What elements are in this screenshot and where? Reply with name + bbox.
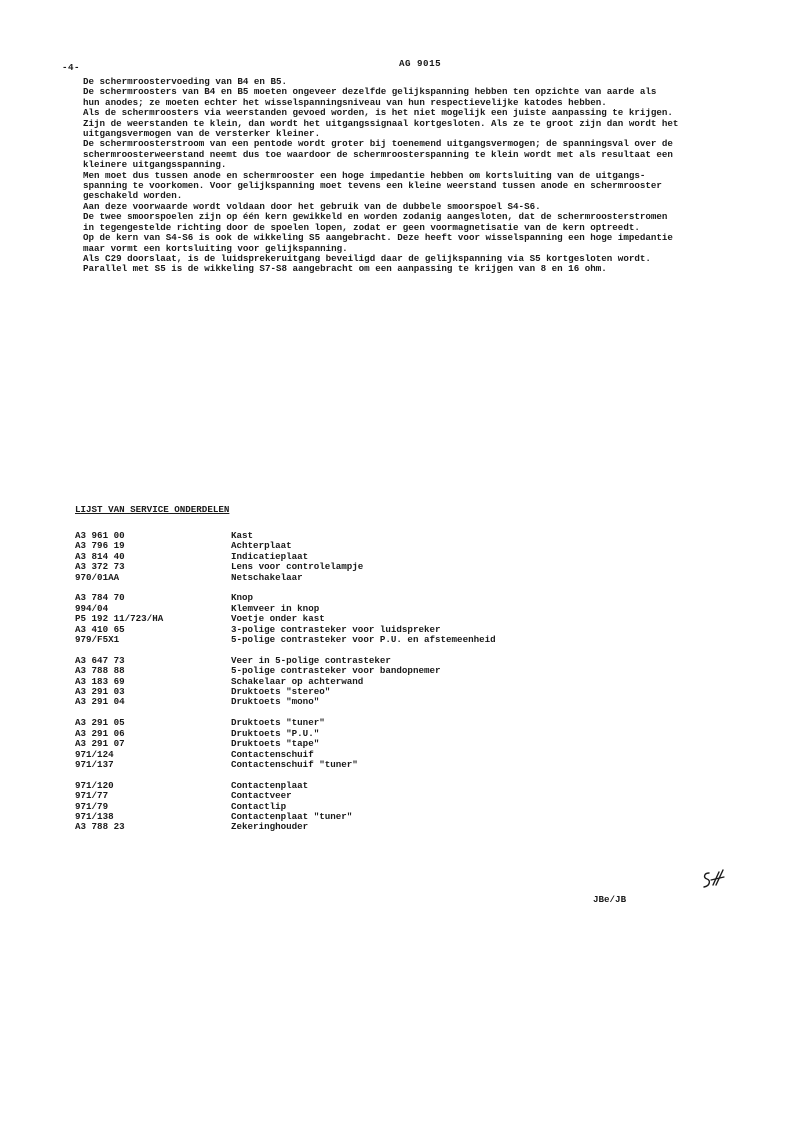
part-code: 971/77 bbox=[75, 790, 109, 802]
part-description: Contactveer bbox=[231, 790, 292, 802]
part-code: A3 961 00 bbox=[75, 530, 125, 541]
part-code: A3 372 73 bbox=[75, 561, 125, 573]
part-row bbox=[75, 677, 635, 687]
part-description: Lens voor controlelampje bbox=[231, 561, 364, 573]
part-row bbox=[75, 729, 635, 739]
part-row bbox=[75, 739, 635, 749]
part-description: Druktoets "stereo" bbox=[231, 686, 331, 698]
part-description: 5-polige contrasteker voor bandopnemer bbox=[231, 665, 441, 677]
document-code: AG 9015 bbox=[399, 58, 442, 69]
part-code: A3 291 05 bbox=[75, 717, 125, 729]
body-line: geschakeld worden. bbox=[83, 190, 183, 202]
part-description: Druktoets "tuner" bbox=[231, 717, 325, 729]
part-description: Druktoets "mono" bbox=[231, 696, 320, 708]
part-row bbox=[75, 531, 635, 541]
body-line: De schermroostervoeding van B4 en B5. bbox=[83, 76, 287, 87]
part-description: 5-polige contrasteker voor P.U. en afstemeenheid bbox=[231, 634, 496, 646]
body-line: Men moet dus tussen anode en schermrooster een hoge impedantie hebben om kortsluiting van de uitgangs- bbox=[83, 169, 646, 181]
part-code: P5 192 11/723/HA bbox=[75, 613, 164, 625]
body-line: maar vormt een kortsluiting voor gelijkspanning. bbox=[83, 242, 348, 254]
part-code: 970/01AA bbox=[75, 571, 120, 583]
part-description: Indicatieplaat bbox=[231, 550, 309, 562]
parts-list bbox=[75, 531, 635, 843]
part-row bbox=[75, 697, 635, 707]
part-row bbox=[75, 791, 635, 801]
part-code: 971/120 bbox=[75, 779, 114, 791]
body-line: hun anodes; ze moeten echter het wisselspanningsniveau van hun respectievelijke katodes hebben. bbox=[83, 96, 607, 108]
part-description: Contactenplaat bbox=[231, 779, 309, 791]
body-line: kleinere uitgangsspanning. bbox=[83, 159, 227, 171]
part-description: Veer in 5-polige contrasteker bbox=[231, 654, 391, 666]
page-number: -4- bbox=[62, 62, 81, 73]
part-code: A3 183 69 bbox=[75, 675, 125, 687]
part-code: A3 796 19 bbox=[75, 540, 125, 552]
body-line: Parallel met S5 is de wikkeling S7-S8 aangebracht om een aanpassing te krijgen van 8 en 16 ohm. bbox=[83, 263, 607, 275]
part-description: Contactlip bbox=[231, 800, 287, 812]
body-line: Als C29 doorslaat, is de luidsprekeruitgang beveiligd daar de gelijkspanning via S5 kortgesloten wordt. bbox=[83, 252, 651, 264]
part-code: A3 291 04 bbox=[75, 696, 125, 708]
part-code: A3 410 65 bbox=[75, 623, 125, 635]
part-row bbox=[75, 541, 635, 551]
body-line: Als de schermroosters via weerstanden gevoed worden, is het niet mogelijk een juiste aanpassing te krijgen. bbox=[83, 107, 673, 119]
part-code: A3 784 70 bbox=[75, 592, 125, 604]
part-description: Contactenplaat "tuner" bbox=[231, 810, 353, 822]
part-code: 979/F5X1 bbox=[75, 634, 120, 646]
part-description: 3-polige contrasteker voor luidspreker bbox=[231, 623, 441, 635]
body-line: De twee smoorspoelen zijn op één kern gewikkeld en worden zodanig aangesloten, dat de schermroosterstromen bbox=[83, 211, 668, 223]
part-code: 994/04 bbox=[75, 602, 109, 614]
body-line: spanning te voorkomen. Voor gelijkspanning moet tevens een kleine weerstand tussen anode en schermrooster bbox=[83, 180, 662, 192]
part-code: A3 788 88 bbox=[75, 665, 125, 677]
part-description: Voetje onder kast bbox=[231, 613, 325, 625]
part-code: A3 291 03 bbox=[75, 686, 125, 698]
parts-list-heading: LIJST VAN SERVICE ONDERDELEN bbox=[75, 504, 230, 515]
body-line: in tegengestelde richting door de spoelen lopen, zodat er geen voormagnetisatie van de kern optreedt. bbox=[83, 221, 640, 233]
part-description: Netschakelaar bbox=[231, 571, 303, 583]
part-description: Zekeringhouder bbox=[231, 821, 309, 833]
body-line: De schermroosters van B4 en B5 moeten ongeveer dezelfde gelijkspanning hebben ten opzichte van aarde als bbox=[83, 86, 657, 98]
part-row bbox=[75, 718, 635, 728]
part-row bbox=[75, 635, 635, 645]
part-row bbox=[75, 760, 635, 770]
parts-group bbox=[75, 718, 635, 770]
parts-group bbox=[75, 531, 635, 583]
part-description: Contactenschuif "tuner" bbox=[231, 758, 358, 770]
part-row bbox=[75, 687, 635, 697]
part-code: A3 788 23 bbox=[75, 821, 125, 833]
body-line: Zijn de weerstanden te klein, dan wordt het uitgangssignaal kortgesloten. Als ze te groot zijn dan wordt het bbox=[83, 117, 679, 129]
part-row bbox=[75, 812, 635, 822]
part-row bbox=[75, 562, 635, 572]
part-description: Kast bbox=[231, 530, 254, 541]
parts-group bbox=[75, 781, 635, 833]
parts-group bbox=[75, 593, 635, 645]
part-code: A3 291 06 bbox=[75, 727, 125, 739]
part-code: 971/137 bbox=[75, 758, 114, 770]
part-code: A3 814 40 bbox=[75, 550, 125, 562]
part-row bbox=[75, 802, 635, 812]
part-code: A3 647 73 bbox=[75, 654, 125, 666]
part-code: 971/138 bbox=[75, 810, 114, 822]
footer-signoff: JBe/JB bbox=[593, 894, 627, 905]
part-row bbox=[75, 781, 635, 791]
part-description: Druktoets "P.U." bbox=[231, 727, 320, 739]
part-row bbox=[75, 573, 635, 583]
part-description: Contactenschuif bbox=[231, 748, 314, 760]
part-description: Druktoets "tape" bbox=[231, 738, 320, 750]
part-description: Knop bbox=[231, 592, 254, 604]
part-row bbox=[75, 593, 635, 603]
part-code: A3 291 07 bbox=[75, 738, 125, 750]
handwritten-initials-mark bbox=[700, 869, 726, 891]
body-line: Aan deze voorwaarde wordt voldaan door het gebruik van de dubbele smoorspoel S4-S6. bbox=[83, 200, 541, 212]
body-line: Op de kern van S4-S6 is ook de wikkeling S5 aangebracht. Deze heeft voor wisselspanning een hoge impedantie bbox=[83, 232, 673, 244]
body-text bbox=[83, 77, 773, 275]
part-description: Achterplaat bbox=[231, 540, 292, 552]
body-line: uitgangsvermogen van de versterker kleiner. bbox=[83, 128, 321, 140]
part-description: Schakelaar op achterwand bbox=[231, 675, 364, 687]
part-description: Klemveer in knop bbox=[231, 602, 320, 614]
parts-group bbox=[75, 656, 635, 708]
body-line: schermroosterweerstand neemt dus toe waardoor de schermroosterspanning te klein wordt met als resultaat een bbox=[83, 148, 673, 160]
part-code: 971/79 bbox=[75, 800, 109, 812]
body-line: De schermroosterstroom van een pentode wordt groter bij toenemend uitgangsvermogen; de spanningsval over de bbox=[83, 138, 673, 150]
part-row bbox=[75, 822, 635, 832]
part-code: 971/124 bbox=[75, 748, 114, 760]
